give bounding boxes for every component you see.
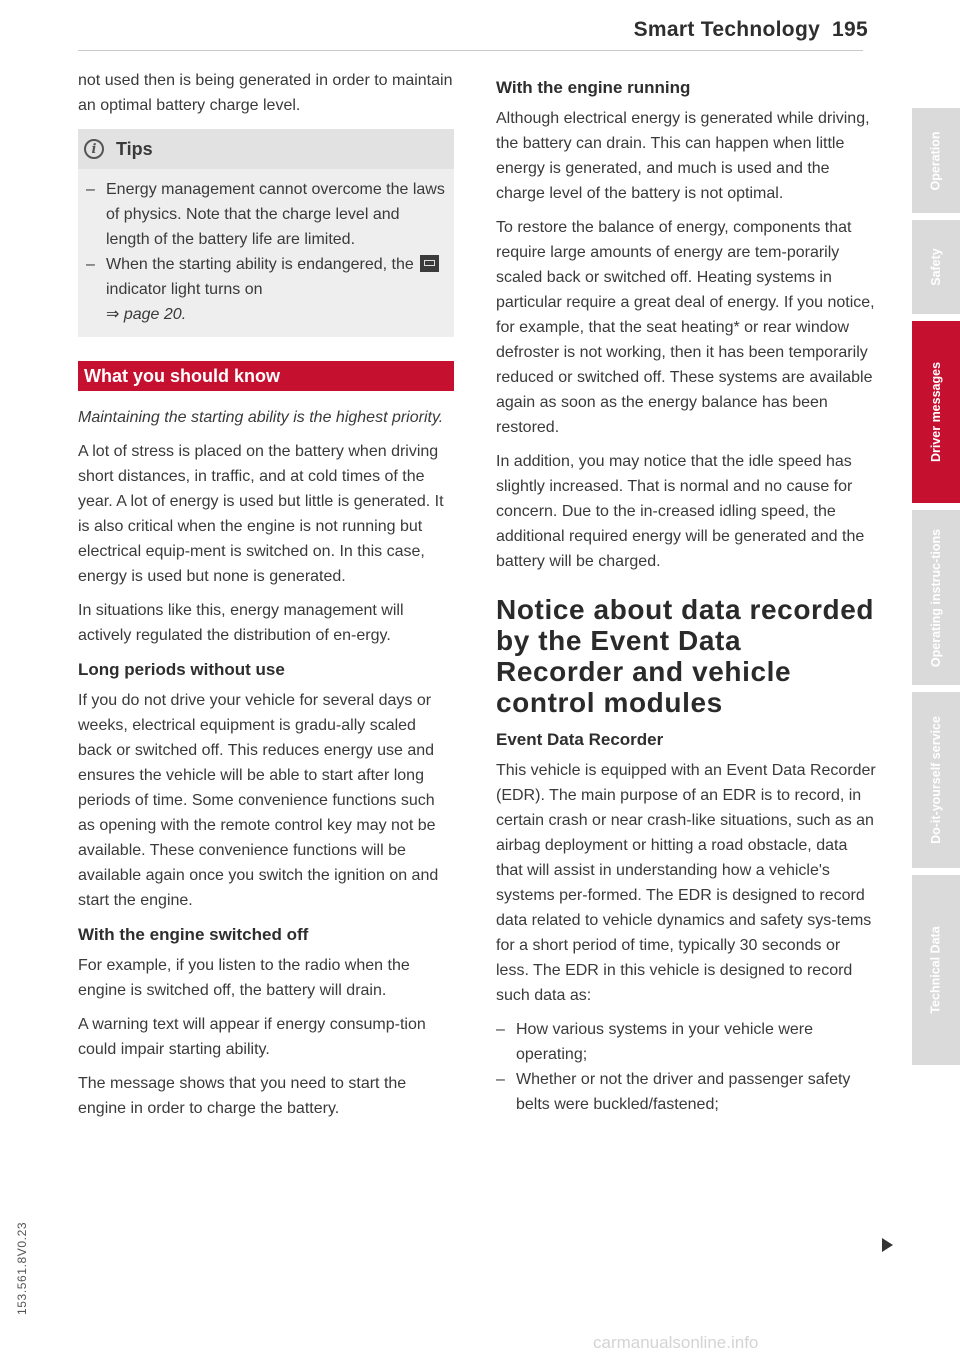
list-item: – How various systems in your vehicle were operating; xyxy=(496,1017,876,1067)
paragraph: To restore the balance of energy, components that require large amounts of energy are tem-porarily scaled back or switched off. Heating systems in particular require a great deal of energy. If you notice, for example, that the seat heating* or rear window defroster is not working, then it has been temporarily reduced or switched off. These systems are available again as soon as the energy balance has been restored. xyxy=(496,219,875,436)
tips-item-text-after: indicator light turns on xyxy=(106,281,263,298)
watermark: carmanualsonline.info xyxy=(593,1333,759,1352)
info-icon: i xyxy=(84,139,104,159)
subheading-edr: Event Data Recorder xyxy=(496,730,664,749)
edr-data-list xyxy=(496,1017,876,1117)
paragraph: If you do not drive your vehicle for several days or weeks, electrical equipment is gradu-ally scaled back or switched off. This reduces energy use and ensures the vehicle will be able to start after long periods of time. Some convenience functions such as opening with the remote control key may not be available. These convenience functions will be available again once you switch the ignition on and start the engine. xyxy=(78,692,439,909)
section-title-bar: What you should know xyxy=(78,361,454,391)
battery-indicator-icon xyxy=(420,255,439,272)
intro-paragraph: not used then is being generated in order to maintain an optimal battery charge level. xyxy=(78,72,453,114)
side-code-text: 153.561.8V0.23 xyxy=(15,1221,29,1315)
paragraph: For example, if you listen to the radio when the engine is switched off, the battery will drain. xyxy=(78,957,410,999)
running-head xyxy=(634,18,868,42)
section-lead: Maintaining the starting ability is the highest priority. xyxy=(78,409,444,426)
tips-header xyxy=(78,129,454,169)
paragraph: In situations like this, energy management will actively regulated the distribution of en-ergy. xyxy=(78,602,404,644)
tips-list xyxy=(78,169,454,327)
tab-do-it-yourself-service[interactable]: Do-it-yourself service xyxy=(912,692,960,868)
paragraph: A lot of stress is placed on the battery when driving short distances, in traffic, and at cold times of the year. A lot of energy is used but little is generated. It is also critical when the engine is not running but electrical equip-ment is switched on. In this case, energy is used but none is generated. xyxy=(78,443,444,585)
left-column xyxy=(78,68,454,1130)
paragraph: In addition, you may notice that the idle speed has slightly increased. That is normal and no cause for concern. Due to the in-creased idling speed, the additional required energy will be generated and the battery will be charged. xyxy=(496,453,865,570)
tips-box xyxy=(78,129,454,337)
subheading-engine-running: With the engine running xyxy=(496,78,691,97)
paragraph: Although electrical energy is generated while driving, the battery can drain. This can happen when little energy is generated, and much is used and the charge level of the battery is not optimal. xyxy=(496,110,870,202)
header-rule xyxy=(78,50,863,51)
list-item: – Whether or not the driver and passenger safety belts were buckled/fastened; xyxy=(496,1067,876,1117)
tips-title: Tips xyxy=(116,138,153,159)
section-heading-edr: Notice about data recorded by the Event Data Recorder and vehicle control modules xyxy=(496,594,875,718)
right-column xyxy=(496,68,876,1117)
side-code xyxy=(15,1215,37,1315)
tab-operation[interactable]: Operation xyxy=(912,108,960,213)
tab-driver-messages[interactable]: Driver messages xyxy=(912,321,960,503)
tab-technical-data[interactable]: Technical Data xyxy=(912,875,960,1065)
paragraph: The message shows that you need to start the engine in order to charge the battery. xyxy=(78,1075,407,1117)
page-number: 195 xyxy=(832,18,868,41)
tab-operating-instructions[interactable]: Operating instruc-tions xyxy=(912,510,960,685)
page-reference-link[interactable]: ⇒ page 20. xyxy=(106,306,187,323)
subheading-long-periods: Long periods without use xyxy=(78,660,285,679)
header-section: Smart Technology xyxy=(633,18,821,41)
continue-arrow-icon xyxy=(882,1238,893,1252)
paragraph: This vehicle is equipped with an Event Data Recorder (EDR). The main purpose of an EDR is to record, in certain crash or near crash-like situations, such as an airbag deployment or hitting a road obstacle, data that will assist in understanding how a vehicle's systems per-formed. The EDR is designed to record data related to vehicle dynamics and safety sys-tems for a short period of time, typically 30 seconds or less. The EDR in this vehicle is designed to record such data as: xyxy=(496,762,876,1004)
paragraph: A warning text will appear if energy consump-tion could impair starting ability. xyxy=(78,1016,426,1058)
tab-safety[interactable]: Safety xyxy=(912,220,960,314)
subheading-engine-off: With the engine switched off xyxy=(78,925,309,944)
tips-item: – Energy management cannot overcome the laws of physics. Note that the charge level and length of the battery life are limited. xyxy=(86,177,446,252)
tips-item xyxy=(86,252,446,327)
chapter-tabs xyxy=(912,108,960,1072)
tips-item-text: When the starting ability is endangered, the xyxy=(106,256,414,273)
